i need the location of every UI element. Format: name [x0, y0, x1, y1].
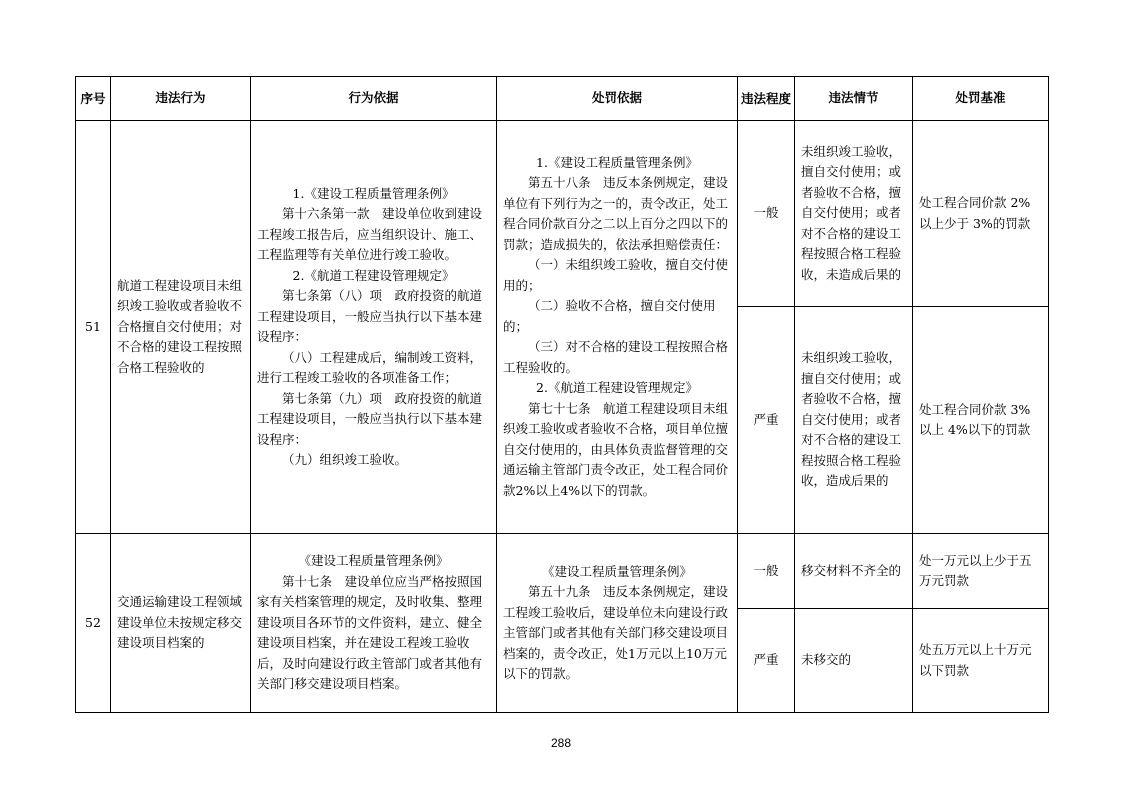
page-number: 288: [550, 736, 572, 750]
row-number: 51: [76, 121, 111, 534]
penalty-standard-table: [75, 76, 1049, 713]
violation-degree: 严重: [738, 307, 795, 534]
penalty-standard: 处五万元以上十万元以下罚款: [913, 609, 1049, 713]
penalty-basis: [497, 121, 738, 534]
header-no: 序号: [76, 77, 111, 121]
table-row: [76, 534, 1049, 609]
penalty-text: （三）对不合格的建设工程按照合格工程验收的。: [503, 339, 729, 375]
behavior-basis: [251, 121, 497, 534]
penalty-text: （二）验收不合格，擅自交付使用的；: [503, 298, 716, 334]
header-penalty-basis: 处罚依据: [497, 77, 738, 121]
header-degree: 违法程度: [738, 77, 795, 121]
penalty-text: （一）未组织竣工验收，擅自交付使用的；: [503, 257, 729, 293]
header-standard: 处罚基准: [913, 77, 1049, 121]
violation-degree: 一般: [738, 121, 795, 307]
header-basis: 行为依据: [251, 77, 497, 121]
basis-text: 第七条第（九）项 政府投资的航道工程建设项目，一般应当执行以下基本建设程序：: [257, 390, 483, 447]
basis-title: 2.《航道工程建设管理规定》: [292, 267, 455, 283]
violation-degree: 一般: [738, 534, 795, 609]
penalty-basis: [497, 534, 738, 713]
basis-text: 第七条第（八）项 政府投资的航道工程建设项目，一般应当执行以下基本建设程序：: [257, 288, 483, 344]
basis-text: （九）组织竣工验收。: [282, 452, 408, 467]
penalty-standard: 处一万元以上少于五万元罚款: [913, 534, 1049, 609]
penalty-standard: 处工程合同价款 3%以上 4%以下的罚款: [913, 307, 1049, 534]
violation-circumstance: 未组织竣工验收，擅自交付使用；或者验收不合格，擅自交付使用；或者对不合格的建设工程按照合格工程验收，造成后果的: [795, 307, 913, 534]
penalty-text: 第五十九条 违反本条例规定，建设工程竣工验收后，建设单位未向建设行政主管部门或者其他有关部门移交建设项目档案的，责令改正，处1万元以上10万元以下的罚款。: [503, 584, 729, 681]
penalty-text: 第七十七条 航道工程建设项目未组织竣工验收或者验收不合格，项目单位擅自交付使用的，由具体负责监督管理的交通运输主管部门责令改正，处工程合同价款2%以上4%以下的罚款。: [503, 400, 729, 498]
penalty-text: 第五十八条 违反本条例规定，建设单位有下列行为之一的，责令改正，处工程合同价款百分之二以上百分之四以下的罚款；造成损失的，依法承担赔偿责任：: [503, 175, 729, 252]
penalty-title: 1.《建设工程质量管理条例》: [536, 154, 698, 170]
penalty-title: 《建设工程质量管理条例》: [541, 563, 692, 579]
basis-title: 《建设工程质量管理条例》: [298, 553, 449, 569]
basis-title: 1.《建设工程质量管理条例》: [292, 185, 455, 201]
table-row: [76, 121, 1049, 307]
violation-degree: 严重: [738, 609, 795, 713]
penalty-title: 2.《航道工程建设管理规定》: [536, 380, 698, 396]
violation-circumstance: 未移交的: [795, 609, 913, 713]
header-circumstance: 违法情节: [795, 77, 913, 121]
violation-circumstance: 移交材料不齐全的: [795, 534, 913, 609]
basis-text: 第十六条第一款 建设单位收到建设工程竣工报告后，应当组织设计、施工、工程监理等有关单位进行竣工验收。: [257, 206, 483, 262]
header-row: [76, 77, 1049, 121]
basis-text: （八）工程建成后，编制竣工资料，进行工程竣工验收的各项准备工作；: [257, 349, 483, 385]
header-behavior: 违法行为: [111, 77, 251, 121]
behavior-basis: [251, 534, 497, 713]
violation-behavior: 交通运输建设工程领域建设单位未按规定移交建设项目档案的: [111, 534, 251, 713]
violation-circumstance: 未组织竣工验收，擅自交付使用；或者验收不合格，擅自交付使用；或者对不合格的建设工程按照合格工程验收，未造成后果的: [795, 121, 913, 307]
row-number: 52: [76, 534, 111, 713]
basis-text: 第十七条 建设单位应当严格按照国家有关档案管理的规定，及时收集、整理建设项目各环节的文件资料，建立、健全建设项目档案，并在建设工程竣工验收后，及时向建设行政主管部门或者其他有关部门移交建设项目档案。: [257, 573, 483, 692]
violation-behavior: 航道工程建设项目未组织竣工验收或者验收不合格擅自交付使用；对不合格的建设工程按照合格工程验收的: [111, 121, 251, 534]
penalty-standard: 处工程合同价款 2%以上少于 3%的罚款: [913, 121, 1049, 307]
